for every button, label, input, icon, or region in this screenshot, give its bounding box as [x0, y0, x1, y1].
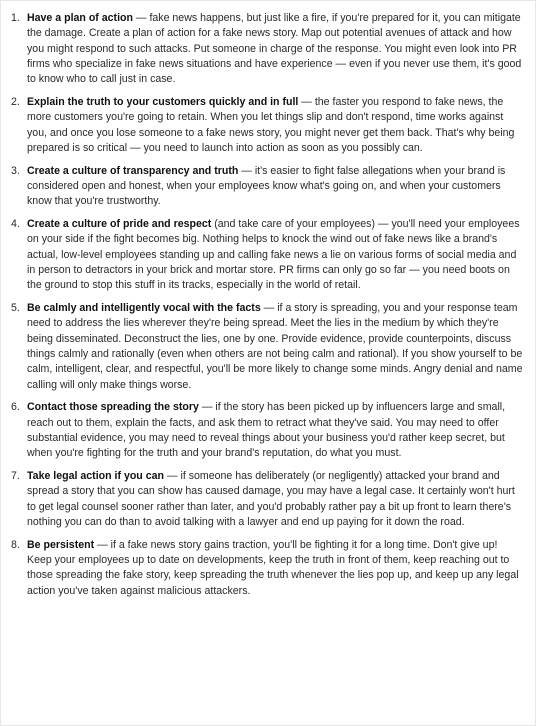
item-title: Be persistent: [27, 538, 95, 551]
item-number: 4.: [11, 218, 20, 231]
item-number: 1.: [11, 12, 20, 24]
item-title: Create a culture of pride and respect: [27, 218, 212, 231]
list-item: [11, 469, 525, 530]
item-body: [27, 217, 525, 293]
item-title: Explain the truth to your customers quickly and in full: [27, 95, 299, 108]
list-item: [11, 11, 525, 87]
item-title-parenthetical: (and take care of your employees): [211, 218, 375, 231]
item-body: [27, 164, 525, 210]
item-text: — if a story is spreading, you and your response team need to address the lies wherever they're being spread. Meet the lies in the medium by which they're being disseminated. Deconstruct the lies, one by one. Provide evidence, provide counterpoints, discuss things calmly and rationally (even when others are not being calm and rational). If you show yourself to be calm, intelligent, clear, and respectful, you'll be more likely to change some minds. Angry denial and name calling will only make things worse.: [27, 302, 523, 391]
item-body: [27, 469, 525, 530]
item-title: Be calmly and intelligently vocal with the facts: [27, 302, 261, 315]
item-body: [27, 538, 525, 599]
item-number: 6.: [11, 401, 20, 414]
item-body: [27, 400, 525, 461]
item-number: 5.: [11, 302, 20, 315]
list-item: [11, 217, 525, 293]
list-item: [11, 301, 525, 393]
item-text: — you'll need your employees on your side if the fight becomes big. Nothing helps to knock the wind out of fake news like a brand's actual, low-level employees standing up and calling fake news a lie on various forms of social media and in person to detractors in your brick and mortar store. PR firms can only go so far — you need boots on the ground to stop this stuff in its tracks, especially in the world of retail.: [27, 218, 520, 292]
list-item: [11, 538, 525, 599]
list-item: [11, 400, 525, 461]
item-text: — if the story has been picked up by influencers large and small, reach out to them, explain the facts, and ask them to retract what they've said. You may need to offer substantial evidence, you may need to reveal things about your business you'd rather keep secret, but when you're fighting for the truth and your brand's reputation, do what you must.: [27, 401, 506, 460]
item-number: 7.: [11, 470, 20, 483]
item-body: [27, 301, 525, 393]
item-text: — fake news happens, but just like a fire, if you're prepared for it, you can mitigate the damage. Create a plan of action for a fake news story. Map out potential avenues of attack and how you might respond to such attacks. Put someone in charge of the response. You might even look into PR firms who specialize in fake news situations and have experience — even if you never use them, it's good to know who to call just in case.: [27, 12, 522, 86]
item-body: [27, 95, 525, 156]
list-item: [11, 164, 525, 210]
steps-list: [11, 11, 525, 599]
item-body: [27, 11, 525, 87]
item-title: Take legal action if you can: [27, 470, 164, 483]
item-title: Have a plan of action: [27, 12, 133, 24]
item-text: — if someone has deliberately (or negligently) attacked your brand and spread a story that you can show has caused damage, you may have a legal case. It certainly won't hurt to get legal counsel sooner rather than later, and you'd probably rather pay a bit up front to learn there's nothing you can do than to avoid talking with a lawyer and end up paying for it down the road.: [27, 470, 515, 528]
item-title: Contact those spreading the story: [27, 401, 199, 414]
item-number: 8.: [11, 538, 20, 551]
item-text: — it's easier to fight false allegations when your brand is considered open and honest, when your employees know what's going on, and when your customers know that you're trustworthy.: [27, 164, 506, 208]
list-item: [11, 95, 525, 156]
item-title: Create a culture of transparency and truth: [27, 164, 239, 177]
item-number: 3.: [11, 164, 20, 177]
item-number: 2.: [11, 95, 20, 108]
item-text: — the faster you respond to fake news, the more customers you're going to retain. When you let things slip and don't respond, time works against you, and once you lose someone to a fake news story, you might never get them back. That's why being prepared is so critical — you need to launch into action as soon as you possibly can.: [27, 95, 515, 154]
item-text: — if a fake news story gains traction, you'll be fighting it for a long time. Don't give up! Keep your employees up to date on developments, keep the truth in front of them, keep reaching out to those spreading the fake story, keep spreading the truth whenever the lies pop up, and keep up any legal action you've taken against malicious attackers.: [27, 538, 519, 597]
